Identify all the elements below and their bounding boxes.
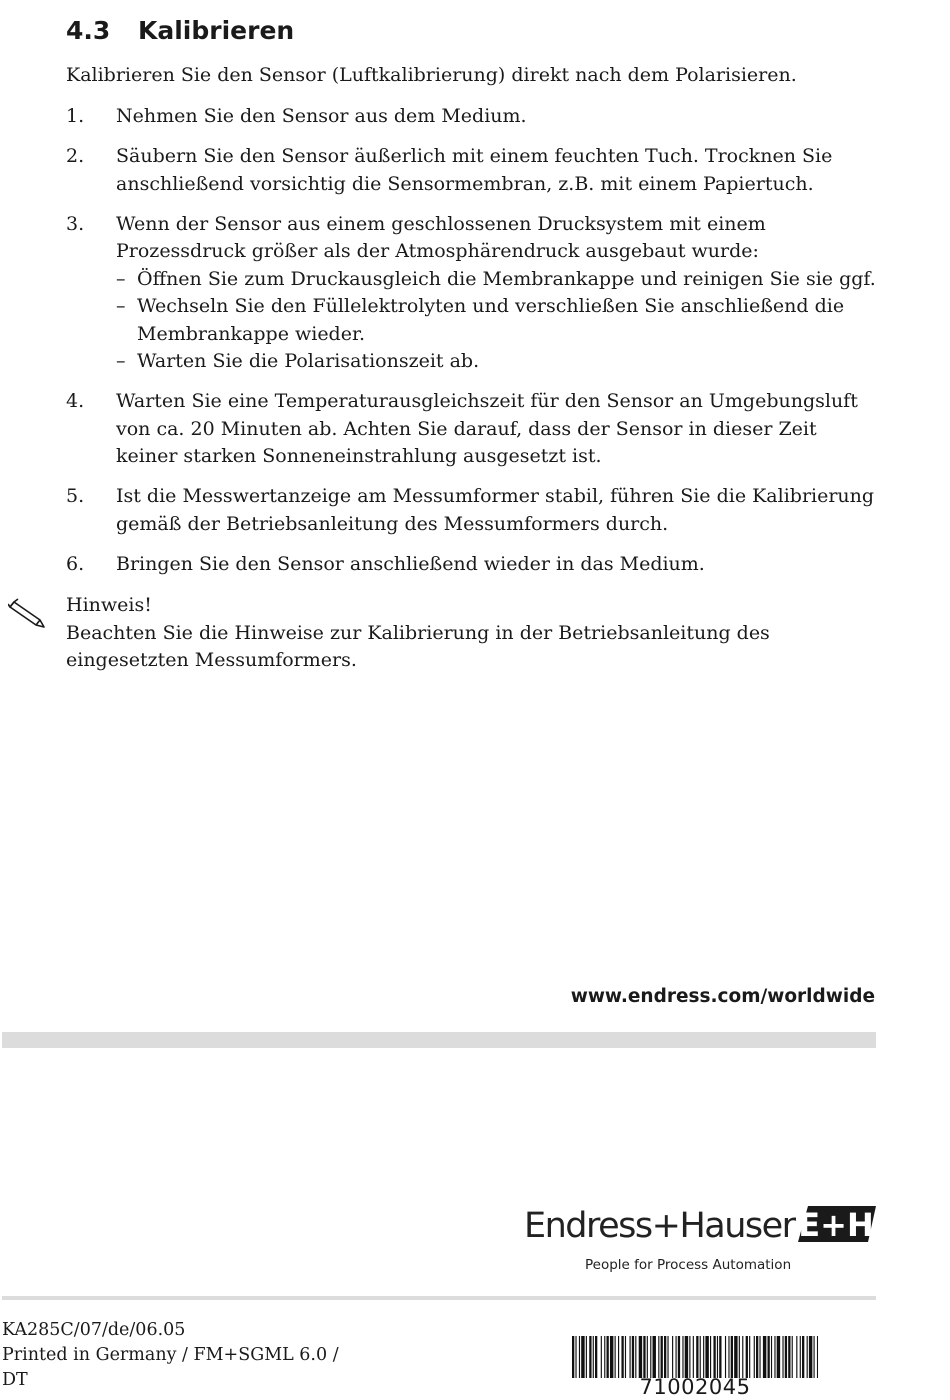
barcode-bar — [621, 1336, 623, 1378]
barcode-bar — [595, 1336, 597, 1378]
barcode-bar — [625, 1336, 626, 1378]
barcode-bar — [768, 1336, 770, 1378]
sub-item: – Wechseln Sie den Füllelektrolyten und verschließen Sie anschließend die Membrankappe wieder. — [116, 295, 845, 345]
barcode-bar — [664, 1336, 666, 1378]
barcode-bar — [763, 1336, 766, 1378]
barcode-bar — [579, 1336, 580, 1378]
barcode-bar — [689, 1336, 690, 1378]
pencil-icon — [8, 596, 48, 630]
barcode-bar — [703, 1336, 704, 1378]
step-text: Ist die Messwertanzeige am Messumformer stabil, führen Sie die Kalibrierung gemäß der Betriebsanleitung des Messumformers durch. — [116, 485, 875, 535]
barcode-bar — [685, 1336, 688, 1378]
barcode-bar — [809, 1336, 812, 1378]
section-heading — [66, 16, 294, 45]
barcode-bar — [607, 1336, 609, 1378]
barcode-bar — [700, 1336, 701, 1378]
barcode-bar — [756, 1336, 758, 1378]
barcode-bar — [739, 1336, 740, 1378]
step-text: Bringen Sie den Sensor anschließend wieder in das Medium. — [116, 552, 705, 575]
barcode-bar — [728, 1336, 729, 1378]
barcode-bar — [705, 1336, 708, 1378]
divider-line — [2, 1296, 876, 1300]
barcode-bar — [676, 1336, 677, 1378]
barcode-bar — [650, 1336, 651, 1378]
barcode-bar — [658, 1336, 659, 1378]
svg-text:E+H: E+H — [798, 1206, 874, 1244]
step-number: 4. — [66, 390, 85, 412]
barcode-bar — [774, 1336, 775, 1378]
logo-wordmark: Endress+Hauser — [524, 1206, 795, 1246]
barcode-bar — [630, 1336, 631, 1378]
barcode-bar — [647, 1336, 648, 1378]
barcode-number: 71002045 — [639, 1375, 751, 1399]
barcode — [572, 1336, 818, 1378]
barcode-bar — [618, 1336, 619, 1378]
barcode-bar — [725, 1336, 726, 1378]
step-item — [66, 483, 878, 538]
barcode-bar — [817, 1336, 818, 1378]
logo-tagline: People for Process Automation — [585, 1257, 792, 1273]
step-item — [66, 143, 878, 198]
step-item — [66, 551, 878, 579]
barcode-bar — [754, 1336, 755, 1378]
barcode-bar — [635, 1336, 636, 1378]
step-text: Nehmen Sie den Sensor aus dem Medium. — [116, 105, 527, 127]
website-url[interactable]: www.endress.com/worldwide — [570, 986, 875, 1007]
sub-item: – Warten Sie die Polarisationszeit ab. — [116, 350, 480, 372]
logo-symbol-icon — [798, 1206, 876, 1246]
barcode-bar — [589, 1336, 591, 1378]
barcode-bar — [777, 1336, 780, 1378]
section-title: Kalibrieren — [138, 16, 295, 45]
barcode-bar — [682, 1336, 683, 1378]
barcode-bar — [672, 1336, 673, 1378]
barcode-bar — [615, 1336, 616, 1378]
barcode-bar — [731, 1336, 733, 1378]
barcode-bar — [572, 1336, 574, 1378]
barcode-bar — [601, 1336, 602, 1378]
barcode-bar — [575, 1336, 576, 1378]
sub-item: – Öffnen Sie zum Druckausgleich die Membrankappe und reinigen Sie sie ggf. — [116, 267, 876, 290]
barcode-bar — [771, 1336, 772, 1378]
sub-item-text: Wechseln Sie den Füllelektrolyten und verschließen Sie anschließend die Membrankappe wieder. — [137, 295, 845, 345]
step-number: 5. — [66, 485, 85, 507]
barcode-bar — [593, 1336, 594, 1378]
print-info-continued: DT — [2, 1370, 28, 1390]
barcode-bar — [792, 1336, 793, 1378]
barcode-bar — [759, 1336, 760, 1378]
barcode-bar — [782, 1336, 783, 1378]
step-item — [66, 211, 878, 376]
barcode-bar — [667, 1336, 668, 1378]
step-text: Warten Sie eine Temperaturausgleichszeit für den Sensor an Umgebungsluft von ca. 20 Minuten ab. Achten Sie darauf, dass der Sensor in dieser Zeit keiner starken Sonneneinstrahlung ausgesetzt ist. — [116, 390, 858, 467]
barcode-bar — [734, 1336, 737, 1378]
intro-paragraph: Kalibrieren Sie den Sensor (Luftkalibrierung) direkt nach dem Polarisieren. — [66, 64, 797, 86]
barcode-bar — [653, 1336, 656, 1378]
barcode-bar — [604, 1336, 605, 1378]
barcode-bar — [742, 1336, 743, 1378]
barcode-bar — [717, 1336, 718, 1378]
barcode-bar — [788, 1336, 790, 1378]
barcode-bar — [785, 1336, 787, 1378]
step-number: 2. — [66, 145, 85, 167]
document-info — [2, 1318, 339, 1393]
company-logo — [524, 1206, 876, 1276]
barcode-bar — [802, 1336, 804, 1378]
barcode-bar — [586, 1336, 587, 1378]
barcode-bar — [710, 1336, 711, 1378]
step-item — [66, 103, 878, 131]
step-number: 3. — [66, 212, 85, 235]
step-text: Säubern Sie den Sensor äußerlich mit einem feuchten Tuch. Trocknen Sie anschließend vorsichtig die Sensormembran, z.B. mit einem Papiertuch. — [116, 145, 833, 195]
barcode-bar — [796, 1336, 797, 1378]
barcode-bar — [639, 1336, 642, 1378]
step-number: 6. — [66, 552, 85, 575]
barcode-bar — [800, 1336, 801, 1378]
barcode-bar — [581, 1336, 584, 1378]
barcode-bar — [746, 1336, 748, 1378]
barcode-bar — [713, 1336, 715, 1378]
note-title: Hinweis! — [66, 594, 152, 616]
note-text: Beachten Sie die Hinweise zur Kalibrierung in der Betriebsanleitung des eingesetzten Messumformers. — [66, 621, 770, 671]
barcode-bar — [693, 1336, 694, 1378]
note-block — [66, 592, 878, 675]
barcode-bar — [749, 1336, 750, 1378]
document-code: KA285C/07/de/06.05 — [2, 1320, 186, 1340]
barcode-bar — [696, 1336, 698, 1378]
barcode-bar — [661, 1336, 663, 1378]
sub-item-text: Warten Sie die Polarisationszeit ab. — [137, 350, 480, 372]
section-number: 4.3 — [66, 16, 111, 45]
barcode-bar — [719, 1336, 721, 1378]
step-text: Wenn der Sensor aus einem geschlossenen Drucksystem mit einem Prozessdruck größer als der Atmosphärendruck ausgebaut wurde: — [116, 212, 766, 262]
step-item — [66, 388, 878, 471]
divider-bar — [2, 1032, 876, 1048]
steps-list — [66, 103, 878, 591]
print-info: Printed in Germany / FM+SGML 6.0 / — [2, 1345, 339, 1365]
barcode-bar — [632, 1336, 634, 1378]
barcode-bar — [643, 1336, 645, 1378]
step-number: 1. — [66, 105, 85, 127]
barcode-bar — [610, 1336, 613, 1378]
sub-item-text: Öffnen Sie zum Druckausgleich die Membrankappe und reinigen Sie sie ggf. — [137, 267, 876, 290]
barcode-bar — [807, 1336, 808, 1378]
barcode-bar — [814, 1336, 815, 1378]
barcode-bar — [678, 1336, 680, 1378]
